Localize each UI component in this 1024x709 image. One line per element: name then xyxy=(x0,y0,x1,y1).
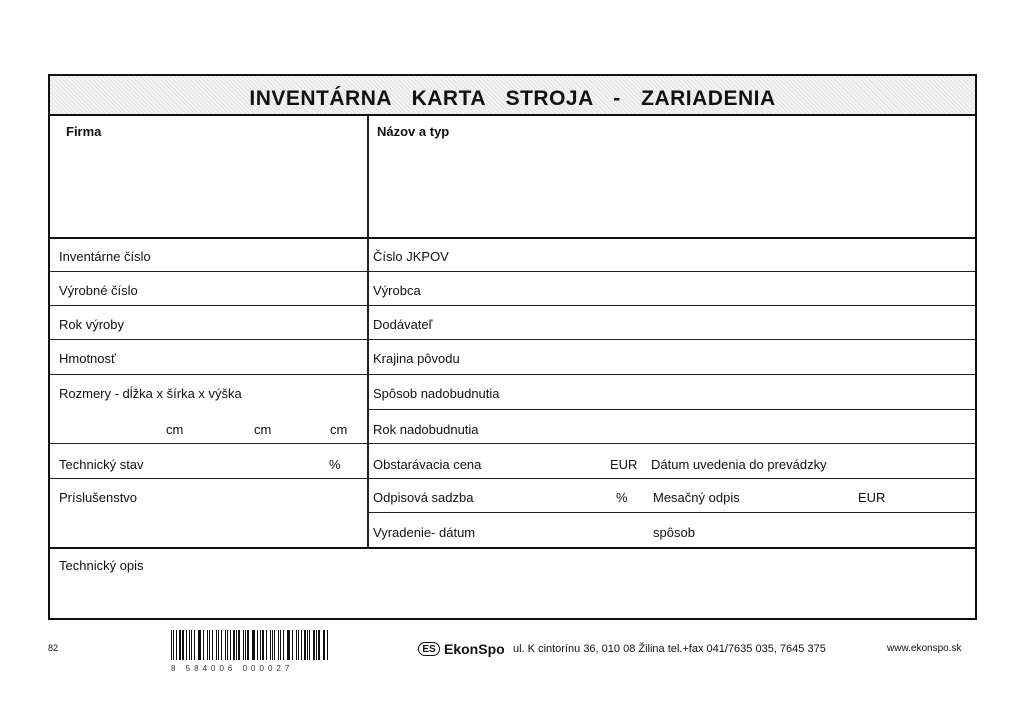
divider-opis xyxy=(50,547,975,549)
barcode-bar xyxy=(191,630,192,660)
barcode-bar xyxy=(182,630,184,660)
vyrobca-label: Výrobca xyxy=(373,283,421,298)
barcode-bar xyxy=(247,630,248,660)
divider-row-3 xyxy=(50,339,975,340)
technicky-stav-percent: % xyxy=(329,457,341,472)
datum-uvedenia-label: Dátum uvedenia do prevádzky xyxy=(651,457,827,472)
rozmery-label: Rozmery - dĺžka x šírka x výška xyxy=(59,386,242,401)
barcode-bar xyxy=(324,630,325,660)
brand-name: EkonSpo xyxy=(444,641,505,657)
card-title: INVENTÁRNA KARTA STROJA - ZARIADENIA xyxy=(249,86,776,110)
barcode-bar xyxy=(272,630,273,660)
barcode-bar xyxy=(301,630,302,660)
barcode-bar xyxy=(323,630,324,660)
mesacny-odpis-label: Mesačný odpis xyxy=(653,490,740,505)
cislo-jkpov-label: Číslo JKPOV xyxy=(373,249,449,264)
barcode-bar xyxy=(186,630,187,660)
barcode-bar xyxy=(262,630,264,660)
odpisova-sadzba-percent: % xyxy=(616,490,628,505)
barcode-bar xyxy=(304,630,305,660)
vyradenie-sposob-label: spôsob xyxy=(653,525,695,540)
divider-header xyxy=(50,237,975,239)
sposob-nadobudnutia-label: Spôsob nadobudnutia xyxy=(373,386,500,401)
company-address: ul. K cintorínu 36, 010 08 Žilina tel.+fax 041/7635 035, 7645 375 xyxy=(513,643,826,655)
barcode-bar xyxy=(298,630,299,660)
barcode-bar xyxy=(212,630,213,660)
barcode-bar xyxy=(233,630,234,660)
barcode-bar xyxy=(257,630,258,660)
divider-row-1 xyxy=(50,271,975,272)
barcode-bar xyxy=(238,630,240,660)
barcode-bar xyxy=(313,630,315,660)
barcode-bar xyxy=(209,630,210,660)
barcode-bar xyxy=(296,630,297,660)
barcode-bar xyxy=(221,630,222,660)
ekonspo-logo-icon: ES xyxy=(418,642,440,656)
inventarne-cislo-label: Inventárne číslo xyxy=(59,249,151,264)
barcode-bar xyxy=(194,630,195,660)
barcode-bar xyxy=(260,630,261,660)
barcode-bar xyxy=(252,630,253,660)
barcode-bar xyxy=(227,630,228,660)
mesacny-odpis-eur: EUR xyxy=(858,490,886,505)
rok-nadobudnutia-label: Rok nadobudnutia xyxy=(373,422,479,437)
barcode-bar xyxy=(199,630,200,660)
barcode-bar xyxy=(288,630,290,660)
barcode-bar xyxy=(203,630,205,660)
divider-row-2 xyxy=(50,305,975,306)
barcode-bar xyxy=(218,630,220,660)
title-bar xyxy=(50,76,975,116)
dodavatel-label: Dodávateľ xyxy=(373,317,433,332)
barcode-bar xyxy=(309,630,310,660)
barcode-bar xyxy=(245,630,246,660)
barcode-bar xyxy=(236,630,237,660)
krajina-povodu-label: Krajina pôvodu xyxy=(373,351,460,366)
barcode-bar xyxy=(266,630,267,660)
page-number: 82 xyxy=(48,643,59,653)
obstaravacia-cena-eur: EUR xyxy=(610,457,638,472)
rok-vyroby-label: Rok výroby xyxy=(59,317,125,332)
barcode-bar xyxy=(283,630,284,660)
barcode-bar xyxy=(189,630,190,660)
barcode-bar xyxy=(316,630,317,660)
nazov-label: Názov a typ xyxy=(377,124,450,139)
divider-right-8 xyxy=(367,512,975,513)
vyradenie-datum-label: Vyradenie- dátum xyxy=(373,525,476,540)
inventory-card xyxy=(48,74,977,620)
barcode-bar xyxy=(253,630,254,660)
cm-height-label: cm xyxy=(330,422,348,437)
barcode-bar xyxy=(179,630,180,660)
barcode-bar xyxy=(280,630,281,660)
barcode-bar xyxy=(198,630,199,660)
firma-label: Firma xyxy=(66,124,102,139)
barcode-bar xyxy=(230,630,231,660)
barcode-bar xyxy=(207,630,208,660)
company-website: www.ekonspo.sk xyxy=(887,643,962,654)
barcode-bar xyxy=(243,630,244,660)
technicky-opis-label: Technický opis xyxy=(59,558,144,573)
barcode-bar xyxy=(278,630,279,660)
barcode-bar xyxy=(176,630,177,660)
technicky-stav-label: Technický stav xyxy=(59,457,144,472)
barcode-bar xyxy=(173,630,174,660)
barcode-bar xyxy=(318,630,319,660)
prislusenstvo-label: Príslušenstvo xyxy=(59,490,138,505)
barcode-bar xyxy=(287,630,288,660)
column-divider xyxy=(367,116,369,547)
barcode-bar xyxy=(327,630,328,660)
barcode-digits: 8 584006 000027 xyxy=(171,664,294,673)
barcode-bar xyxy=(216,630,217,660)
hmotnost-label: Hmotnosť xyxy=(59,351,116,366)
barcode-bar xyxy=(270,630,271,660)
brand-logo xyxy=(418,641,505,657)
vyrobne-cislo-label: Výrobné číslo xyxy=(59,283,138,298)
odpisova-sadzba-label: Odpisová sadzba xyxy=(373,490,474,505)
divider-row-4 xyxy=(50,374,975,375)
divider-row-6 xyxy=(50,443,975,444)
barcode-bar xyxy=(307,630,308,660)
barcode-bar xyxy=(292,630,293,660)
cm-width-label: cm xyxy=(254,422,272,437)
divider-right-5 xyxy=(367,409,975,410)
obstaravacia-cena-label: Obstarávacia cena xyxy=(373,457,482,472)
cm-length-label: cm xyxy=(166,422,184,437)
barcode-bar xyxy=(171,630,172,660)
divider-row-7 xyxy=(50,478,975,479)
barcode-bar xyxy=(225,630,226,660)
barcode xyxy=(171,630,331,660)
barcode-bar xyxy=(274,630,275,660)
